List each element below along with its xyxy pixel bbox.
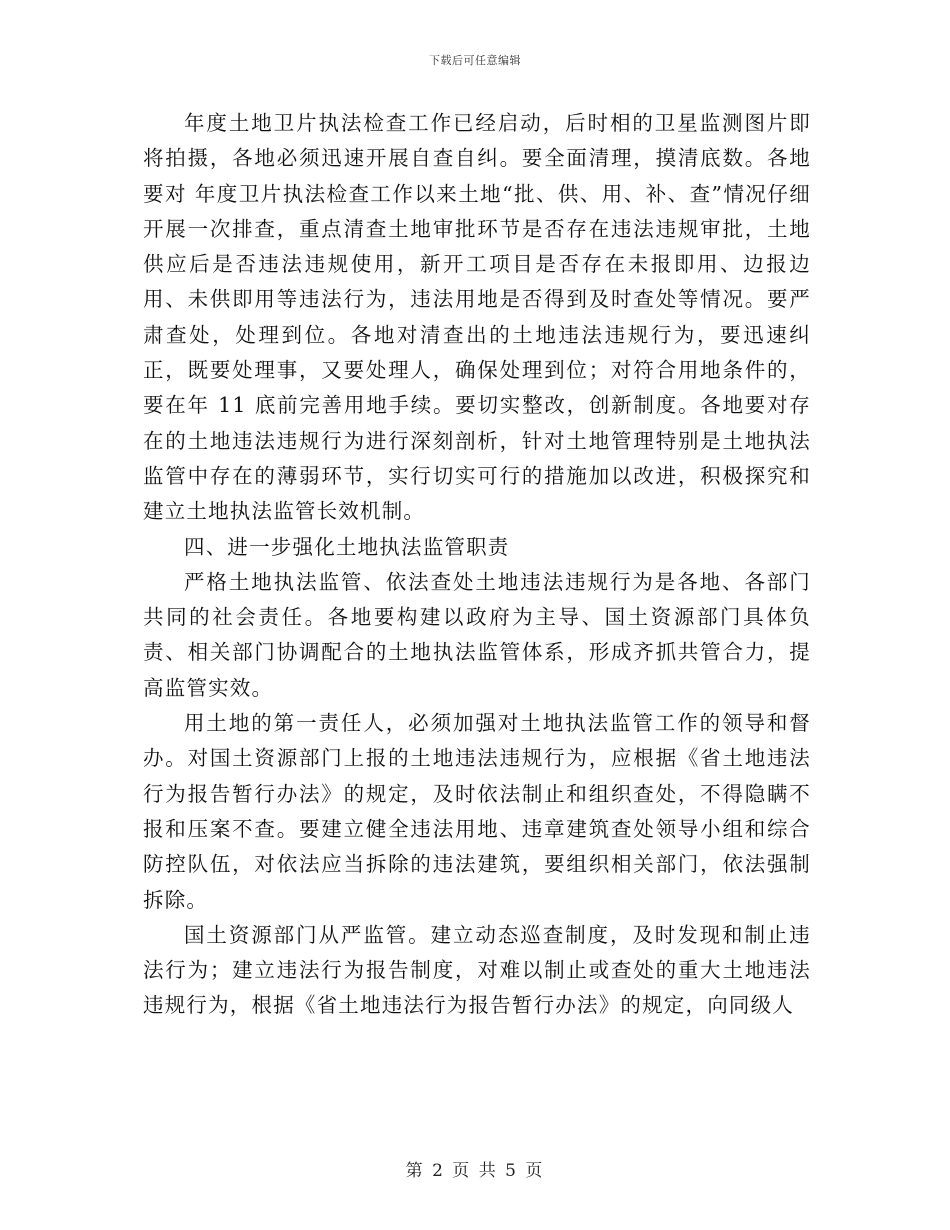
paragraph-first-responsible-person: 用土地的第一责任人，必须加强对土地执法监管工作的领导和督办。对国土资源部门上报的土地违法违规行为，应根据《省土地违法行为报告暂行办法》的规定，及时依法制止和组织查处，不得隐瞒不报和压案不查。要建立健全违法用地、违章建筑查处领导小组和综合防控队伍，对依法应当拆除的违法建筑，要组织相关部门，依法强制拆除。 xyxy=(143,711,811,912)
section-heading-four: 四、进一步强化土地执法监管职责 xyxy=(184,534,510,559)
paragraph-social-responsibility: 严格土地执法监管、依法查处土地违法违规行为是各地、各部门共同的社会责任。各地要构建以政府为主导、国土资源部门具体负责、相关部门协调配合的土地执法监管体系，形成齐抓共管合力，提高监管实效。 xyxy=(143,569,811,700)
page-header: 下载后可任意编辑 xyxy=(429,54,521,67)
paragraph-strict-supervision: 国土资源部门从严监管。建立动态巡查制度，及时发现和制止违法行为；建立违法行为报告制度，对难以制止或查处的重大土地违法违规行为，根据《省土地违法行为报告暂行办法》的规定，向同级人 xyxy=(143,922,811,1018)
paragraph-self-inspection: 年度土地卫片执法检查工作已经启动，后时相的卫星监测图片即将拍摄，各地必须迅速开展自查自纠。要全面清理，摸清底数。各地要对 年度卫片执法检查工作以来土地“批、供、用、补、查”情况仔细开展一次排查，重点清查土地审批环节是否存在违法违规审批，土地供应后是否违法违规使用，新开工项目是否存在未报即用、边报边用、未供即用等违法行为，违法用地是否得到及时查处等情况。要严肃查处，处理到位。各地对清查出的土地违法违规行为，要迅速纠正，既要处理事，又要处理人，确保处理到位；对符合用地条件的，要在年 11 底前完善用地手续。要切实整改，创新制度。各地要对存在的土地违法违规行为进行深刻剖析，针对土地管理特别是土地执法监管中存在的薄弱环节，实行切实可行的措施加以改进，积极探究和建立土地执法监管长效机制。 xyxy=(143,111,811,524)
document-body xyxy=(143,106,811,1024)
page-number-footer: 第 2 页 共 5 页 xyxy=(405,1161,545,1181)
